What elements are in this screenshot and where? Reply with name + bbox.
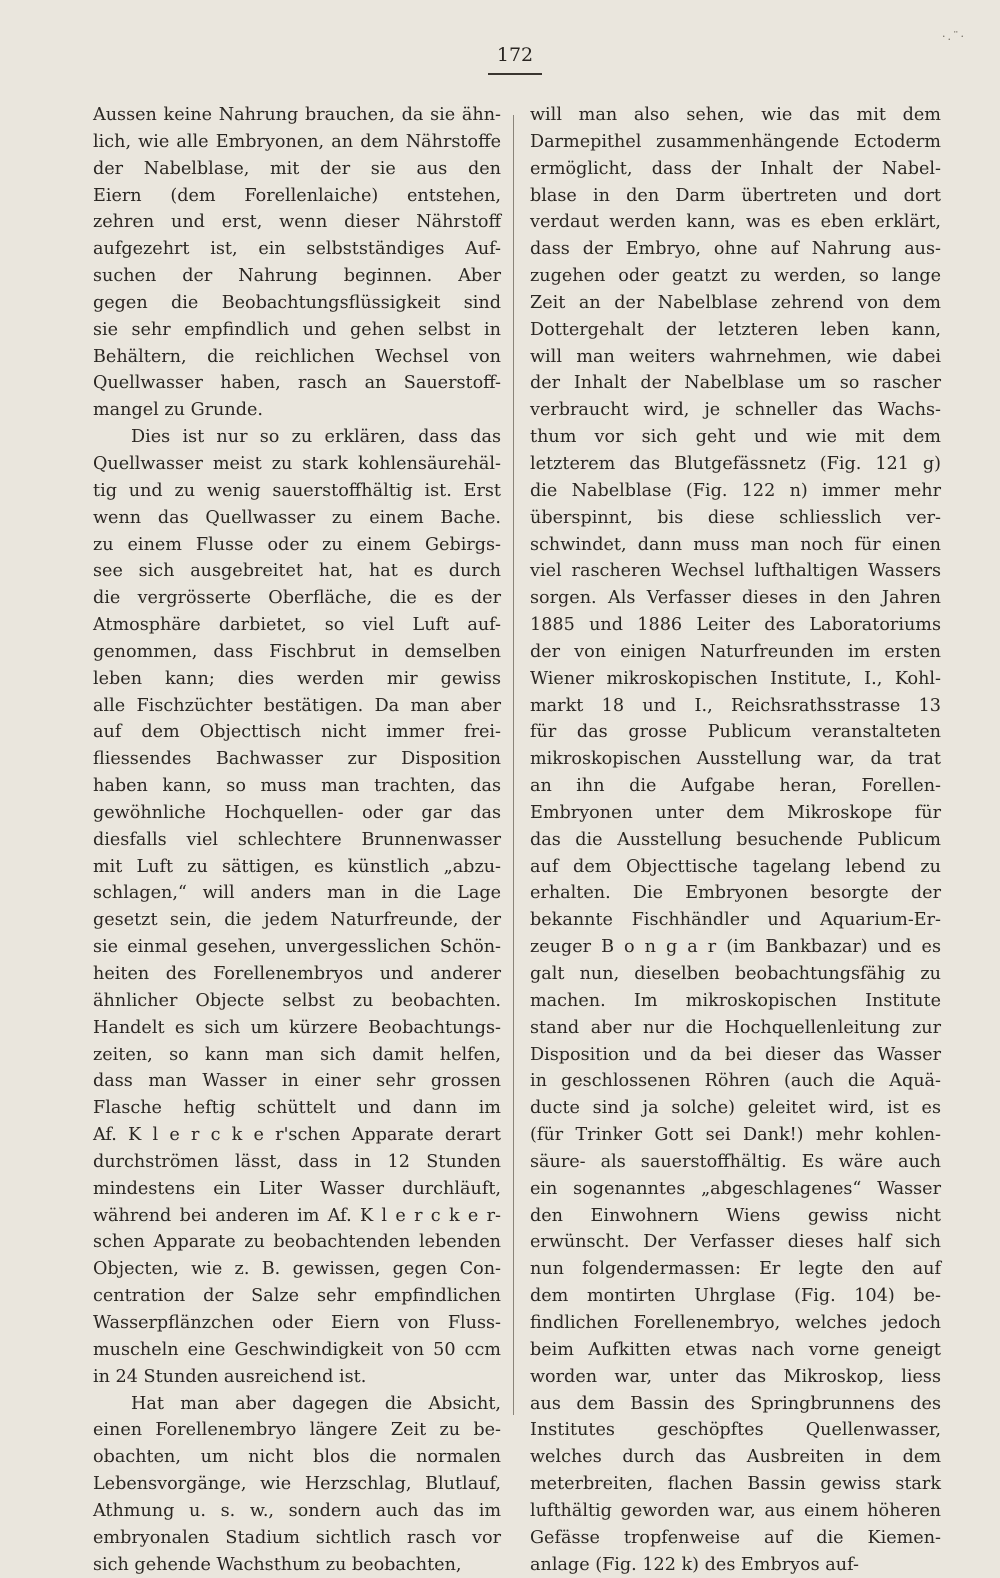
text-line: ähnlicher Objecte selbst zu beobachten.: [93, 990, 501, 1011]
text-line: suchen der Nahrung beginnen. Aber: [93, 266, 501, 287]
text-line: haben kann, so muss man trachten, das: [93, 776, 501, 797]
text-line: gesetzt sein, die jedem Naturfreunde, der: [93, 910, 501, 931]
text-line: durchströmen lässt, dass in 12 Stunden: [93, 1151, 501, 1172]
left-column: [93, 102, 501, 1578]
text-line: findlichen Forellenembryo, welches jedoch: [530, 1312, 941, 1333]
text-line: überspinnt, bis diese schliesslich ver-: [530, 507, 941, 528]
text-line: will man also sehen, wie das mit dem: [530, 105, 941, 125]
text-line: beim Aufkitten etwas nach vorne geneigt: [530, 1339, 941, 1360]
text-line: Behältern, die reichlichen Wechsel von: [93, 346, 501, 367]
text-line: Eiern (dem Forellenlaiche) entstehen,: [93, 185, 501, 206]
text-line: sorgen. Als Verfasser dieses in den Jahren: [530, 588, 941, 609]
text-line: nun folgendermassen: Er legte den auf: [530, 1259, 941, 1280]
text-line: der Inhalt der Nabelblase um so rascher: [530, 373, 941, 394]
text-line: ermöglicht, dass der Inhalt der Nabel-: [530, 158, 941, 179]
text-line: centration der Salze sehr empfindlichen: [93, 1286, 501, 1307]
text-line: schwindet, dann muss man noch für einen: [530, 534, 941, 555]
text-line: mit Luft zu sättigen, es künstlich „abzu-: [93, 856, 501, 877]
text-line: 1885 und 1886 Leiter des Laboratoriums: [530, 615, 941, 636]
page-number-rule: [488, 73, 542, 75]
text-line: Atmosphäre darbietet, so viel Luft auf-: [93, 615, 501, 636]
text-line: den Einwohnern Wiens gewiss nicht: [530, 1205, 941, 1226]
text-line: genommen, dass Fischbrut in demselben: [93, 641, 501, 662]
text-line: einen Forellenembryo längere Zeit zu be-: [93, 1420, 501, 1441]
text-line: das die Ausstellung besuchende Publicum: [530, 829, 941, 850]
text-line: Dies ist nur so zu erklären, dass das: [131, 427, 501, 448]
text-line: obachten, um nicht blos die normalen: [93, 1447, 501, 1468]
text-line: verdaut werden kann, was es eben erklärt,: [530, 212, 941, 233]
text-line: zeuger B o n g a r (im Bankbazar) und es: [530, 937, 941, 958]
text-line: Embryonen unter dem Mikroskope für: [530, 802, 941, 823]
text-line: verbraucht wird, je schneller das Wachs-: [530, 400, 941, 421]
text-line: wenn das Quellwasser zu einem Bache.: [93, 507, 501, 528]
text-line: Handelt es sich um kürzere Beobachtungs-: [93, 1017, 501, 1038]
text-line: gewöhnliche Hochquellen- oder gar das: [93, 802, 501, 823]
text-line: Af. K l e r c k e r'schen Apparate derart: [93, 1125, 501, 1146]
text-line: markt 18 und I., Reichsrathsstrasse 13: [530, 695, 941, 716]
text-line: Lebensvorgänge, wie Herzschlag, Blutlauf,: [93, 1474, 501, 1495]
text-line: zu einem Flusse oder zu einem Gebirgs-: [93, 534, 501, 555]
text-line: der von einigen Naturfreunden im ersten: [530, 641, 941, 662]
text-line: aufgezehrt ist, ein selbstständiges Auf-: [93, 239, 501, 260]
text-line: auf dem Objecttische tagelang lebend zu: [530, 856, 941, 877]
text-line: in 24 Stunden ausreichend ist.: [93, 1366, 367, 1387]
text-line: Wiener mikroskopischen Institute, I., Kohl-: [530, 668, 941, 689]
text-line: meterbreiten, flachen Bassin gewiss stark: [530, 1474, 941, 1495]
print-fleck: ·.¨·: [942, 30, 966, 43]
text-line: der Nabelblase, mit der sie aus den: [93, 158, 501, 179]
text-line: Aussen keine Nahrung brauchen, da sie ähn-: [93, 105, 501, 125]
text-line: Darmepithel zusammenhängende Ectoderm: [530, 131, 941, 152]
text-line: see sich ausgebreitet hat, hat es durch: [93, 561, 501, 582]
text-line: Quellwasser haben, rasch an Sauerstoff-: [93, 373, 501, 394]
text-line: aus dem Bassin des Springbrunnens des: [530, 1393, 941, 1414]
text-line: leben kann; dies werden mir gewiss: [93, 668, 501, 689]
text-line: mangel zu Grunde.: [93, 400, 263, 421]
text-line: heiten des Forellenembryos und anderer: [93, 964, 501, 984]
text-line: Dottergehalt der letzteren leben kann,: [530, 319, 941, 340]
text-line: diesfalls viel schlechtere Brunnenwasser: [93, 829, 501, 850]
text-line: welches durch das Ausbreiten in dem: [530, 1447, 941, 1468]
text-line: erhalten. Die Embryonen besorgte der: [530, 883, 941, 904]
text-line: Wasserpflänzchen oder Eiern von Fluss-: [93, 1312, 501, 1333]
text-line: Flasche heftig schüttelt und dann im: [93, 1098, 501, 1119]
text-line: Quellwasser meist zu stark kohlensäurehäl-: [93, 453, 501, 474]
text-line: ducte sind ja solche) geleitet wird, ist es: [530, 1098, 941, 1119]
text-line: Hat man aber dagegen die Absicht,: [131, 1393, 501, 1414]
text-line: anlage (Fig. 122 k) des Embryos auf-: [530, 1554, 859, 1575]
text-line: Athmung u. s. w., sondern auch das im: [93, 1500, 501, 1521]
text-line: worden war, unter das Mikroskop, liess: [530, 1366, 941, 1387]
text-line: machen. Im mikroskopischen Institute: [530, 990, 941, 1011]
text-line: zeiten, so kann man sich damit helfen,: [93, 1044, 501, 1065]
text-line: bekannte Fischhändler und Aquarium-Er-: [530, 910, 941, 931]
text-line: zugehen oder geatzt zu werden, so lange: [530, 266, 941, 287]
text-line: stand aber nur die Hochquellenleitung zur: [530, 1017, 941, 1038]
text-line: thum vor sich geht und wie mit dem: [530, 427, 941, 448]
text-line: Objecten, wie z. B. gewissen, gegen Con-: [93, 1259, 501, 1280]
text-line: fliessendes Bachwasser zur Disposition: [93, 749, 501, 770]
text-line: während bei anderen im Af. K l e r c k e r-: [93, 1205, 501, 1226]
text-line: Disposition und da bei dieser das Wasser: [530, 1044, 941, 1065]
text-line: embryonalen Stadium sichtlich rasch vor: [93, 1527, 501, 1548]
text-line: alle Fischzüchter bestätigen. Da man aber: [93, 695, 501, 716]
text-line: schlagen,“ will anders man in die Lage: [93, 883, 501, 904]
text-line: dass der Embryo, ohne auf Nahrung aus-: [530, 239, 941, 260]
text-line: lufthältig geworden war, aus einem höheren: [530, 1500, 941, 1521]
right-column: [530, 102, 941, 1578]
text-line: dem montirten Uhrglase (Fig. 104) be-: [530, 1286, 941, 1307]
text-line: für das grosse Publicum veranstalteten: [530, 722, 941, 743]
text-line: säure- als sauerstoffhältig. Es wäre auch: [530, 1151, 941, 1172]
text-line: schen Apparate zu beobachtenden lebenden: [93, 1232, 501, 1253]
text-line: blase in den Darm übertreten und dort: [530, 185, 941, 206]
text-line: will man weiters wahrnehmen, wie dabei: [530, 346, 941, 367]
text-line: Zeit an der Nabelblase zehrend von dem: [530, 292, 941, 313]
text-line: auf dem Objecttisch nicht immer frei-: [93, 722, 501, 743]
column-divider: [513, 115, 514, 1415]
text-line: muscheln eine Geschwindigkeit von 50 ccm: [93, 1339, 501, 1360]
page-number: 172: [496, 44, 534, 66]
text-line: Institutes geschöpftes Quellenwasser,: [530, 1420, 941, 1441]
text-line: sie sehr empfindlich und gehen selbst in: [93, 319, 501, 340]
text-line: (für Trinker Gott sei Dank!) mehr kohlen-: [530, 1125, 941, 1146]
text-line: an ihn die Aufgabe heran, Forellen-: [530, 776, 941, 797]
text-line: in geschlossenen Röhren (auch die Aquä-: [530, 1071, 941, 1092]
text-line: viel rascheren Wechsel lufthaltigen Wassers: [530, 561, 941, 582]
text-line: die vergrösserte Oberfläche, die es der: [93, 588, 501, 609]
text-line: zehren und erst, wenn dieser Nährstoff: [93, 212, 501, 233]
text-line: mikroskopischen Ausstellung war, da trat: [530, 749, 941, 770]
text-line: ein sogenanntes „abgeschlagenes“ Wasser: [530, 1178, 941, 1199]
text-line: die Nabelblase (Fig. 122 n) immer mehr: [530, 480, 941, 501]
text-line: lich, wie alle Embryonen, an dem Nährstoffe: [93, 131, 501, 152]
text-line: tig und zu wenig sauerstoffhältig ist. Erst: [93, 480, 501, 501]
text-line: gegen die Beobachtungsflüssigkeit sind: [93, 292, 501, 313]
text-line: sich gehende Wachsthum zu beobachten,: [93, 1554, 462, 1575]
text-line: galt nun, dieselben beobachtungsfähig zu: [530, 964, 941, 984]
text-line: erwünscht. Der Verfasser dieses half sich: [530, 1232, 941, 1253]
text-line: mindestens ein Liter Wasser durchläuft,: [93, 1178, 501, 1199]
text-line: sie einmal gesehen, unvergesslichen Schön-: [93, 937, 501, 958]
text-line: letzterem das Blutgefässnetz (Fig. 121 g): [530, 453, 941, 474]
text-line: dass man Wasser in einer sehr grossen: [93, 1071, 501, 1092]
text-line: Gefässe tropfenweise auf die Kiemen-: [530, 1527, 941, 1548]
